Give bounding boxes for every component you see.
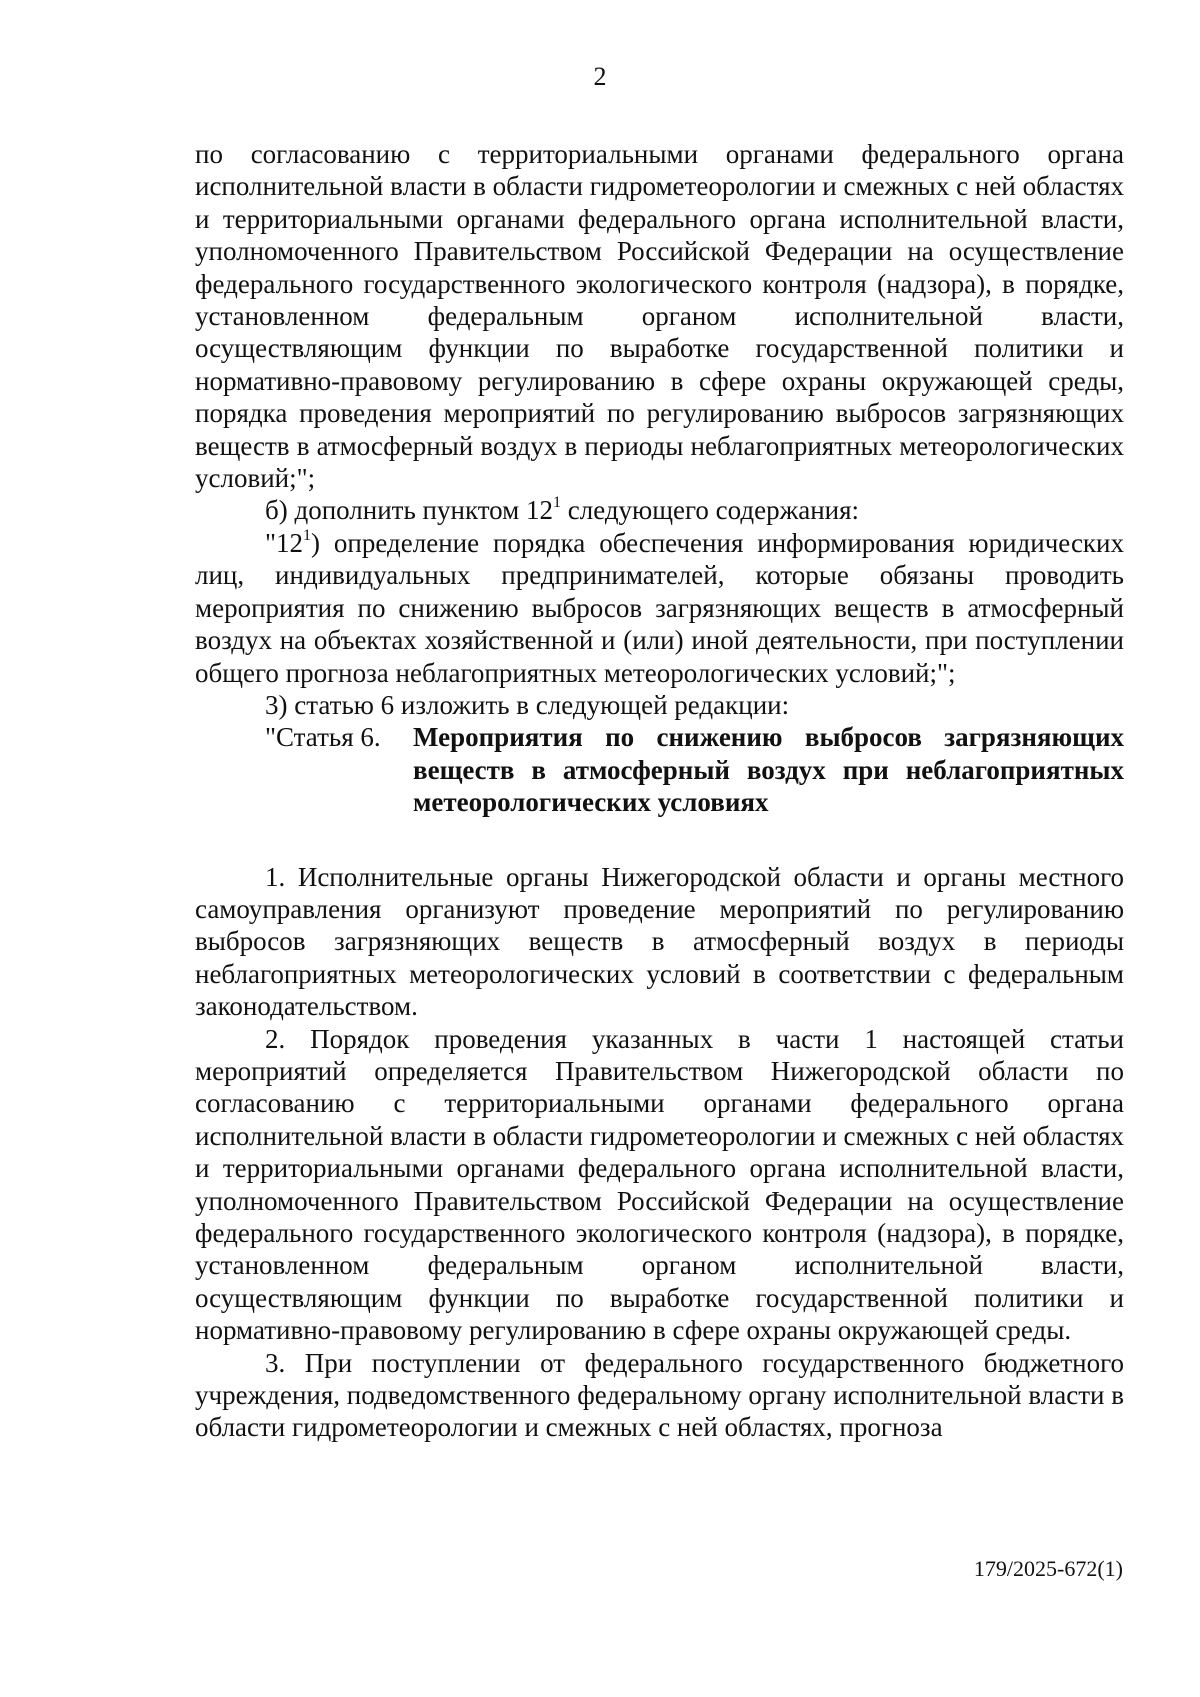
- document-code: 179/2025-672(1): [973, 1556, 1123, 1581]
- new-point-text-end: ) определение порядка обеспечения информирования юридических лиц, индивидуальных предпринимателей, которые обязаны проводить мероприятия по снижению выбросов загрязняющих веществ в атмосферный воздух на объектах хозяйственной и (или) иной деятельности, при поступлении общего прогноза неблагоприятных метеорологических условий;";: [195, 527, 1124, 688]
- paragraph-amendment-3: 3) статью 6 изложить в следующей редакции:: [265, 689, 790, 720]
- paragraph-continuation: по согласованию с территориальными органами федерального органа исполнительной власти в области гидрометеорологии и смежных с ней областях и территориальными органами федерального органа исполнительной власти, уполномоченного Правительством Российской Федерации на осуществление федерального государственного экологического контроля (надзора), в порядке, установленном федеральным органом исполнительной власти, осуществляющим функции по выработке государственной политики и нормативно-правовому регулированию в сфере охраны окружающей среды, порядка проведения мероприятий по регулированию выбросов загрязняющих веществ в атмосферный воздух в периоды неблагоприятных метеорологических условий;";: [195, 139, 1124, 494]
- amendment-b-superscript: 1: [552, 494, 561, 512]
- article-item-2: 2. Порядок проведения указанных в части 1 настоящей статьи мероприятий определяется Правительством Нижегородской области по согласованию с территориальными органами федерального органа исполнительной власти в области гидрометеорологии и смежных с ней областях и территориальными органами федерального органа исполнительной власти, уполномоченного Правительством Российской Федерации на осуществление федерального государственного экологического контроля (надзора), в порядке, установленном федеральным органом исполнительной власти, осуществляющим функции по выработке государственной политики и нормативно-правовому регулированию в сфере охраны окружающей среды.: [195, 1023, 1124, 1346]
- article-item-1: 1. Исполнительные органы Нижегородской области и органы местного самоуправления организуют проведение мероприятий по регулированию выбросов загрязняющих веществ в атмосферный воздух в периоды неблагоприятных метеорологических условий в соответствии с федеральным законодательством.: [195, 861, 1124, 1022]
- paragraph-new-point: [195, 527, 1124, 689]
- document-body: [195, 138, 1124, 1444]
- paragraph-amendment-b: [195, 494, 1124, 526]
- new-point-superscript: 1: [303, 526, 312, 544]
- article-heading: [195, 721, 1124, 818]
- page-number: 2: [593, 62, 607, 91]
- article-label: "Статья 6.: [265, 722, 381, 753]
- amendment-b-text-end: следующего содержания:: [560, 495, 860, 526]
- new-point-text: "12: [265, 527, 304, 558]
- amendment-b-text: б) дополнить пунктом 12: [265, 495, 553, 526]
- article-item-3: 3. При поступлении от федерального государственного бюджетного учреждения, подведомственного федеральному органу исполнительной власти в области гидрометеорологии и смежных с ней областях, прогноза: [195, 1347, 1124, 1443]
- article-title: Мероприятия по снижению выбросов загрязняющих веществ в атмосферный воздух при неблагоприятных метеорологических условиях: [413, 722, 1124, 818]
